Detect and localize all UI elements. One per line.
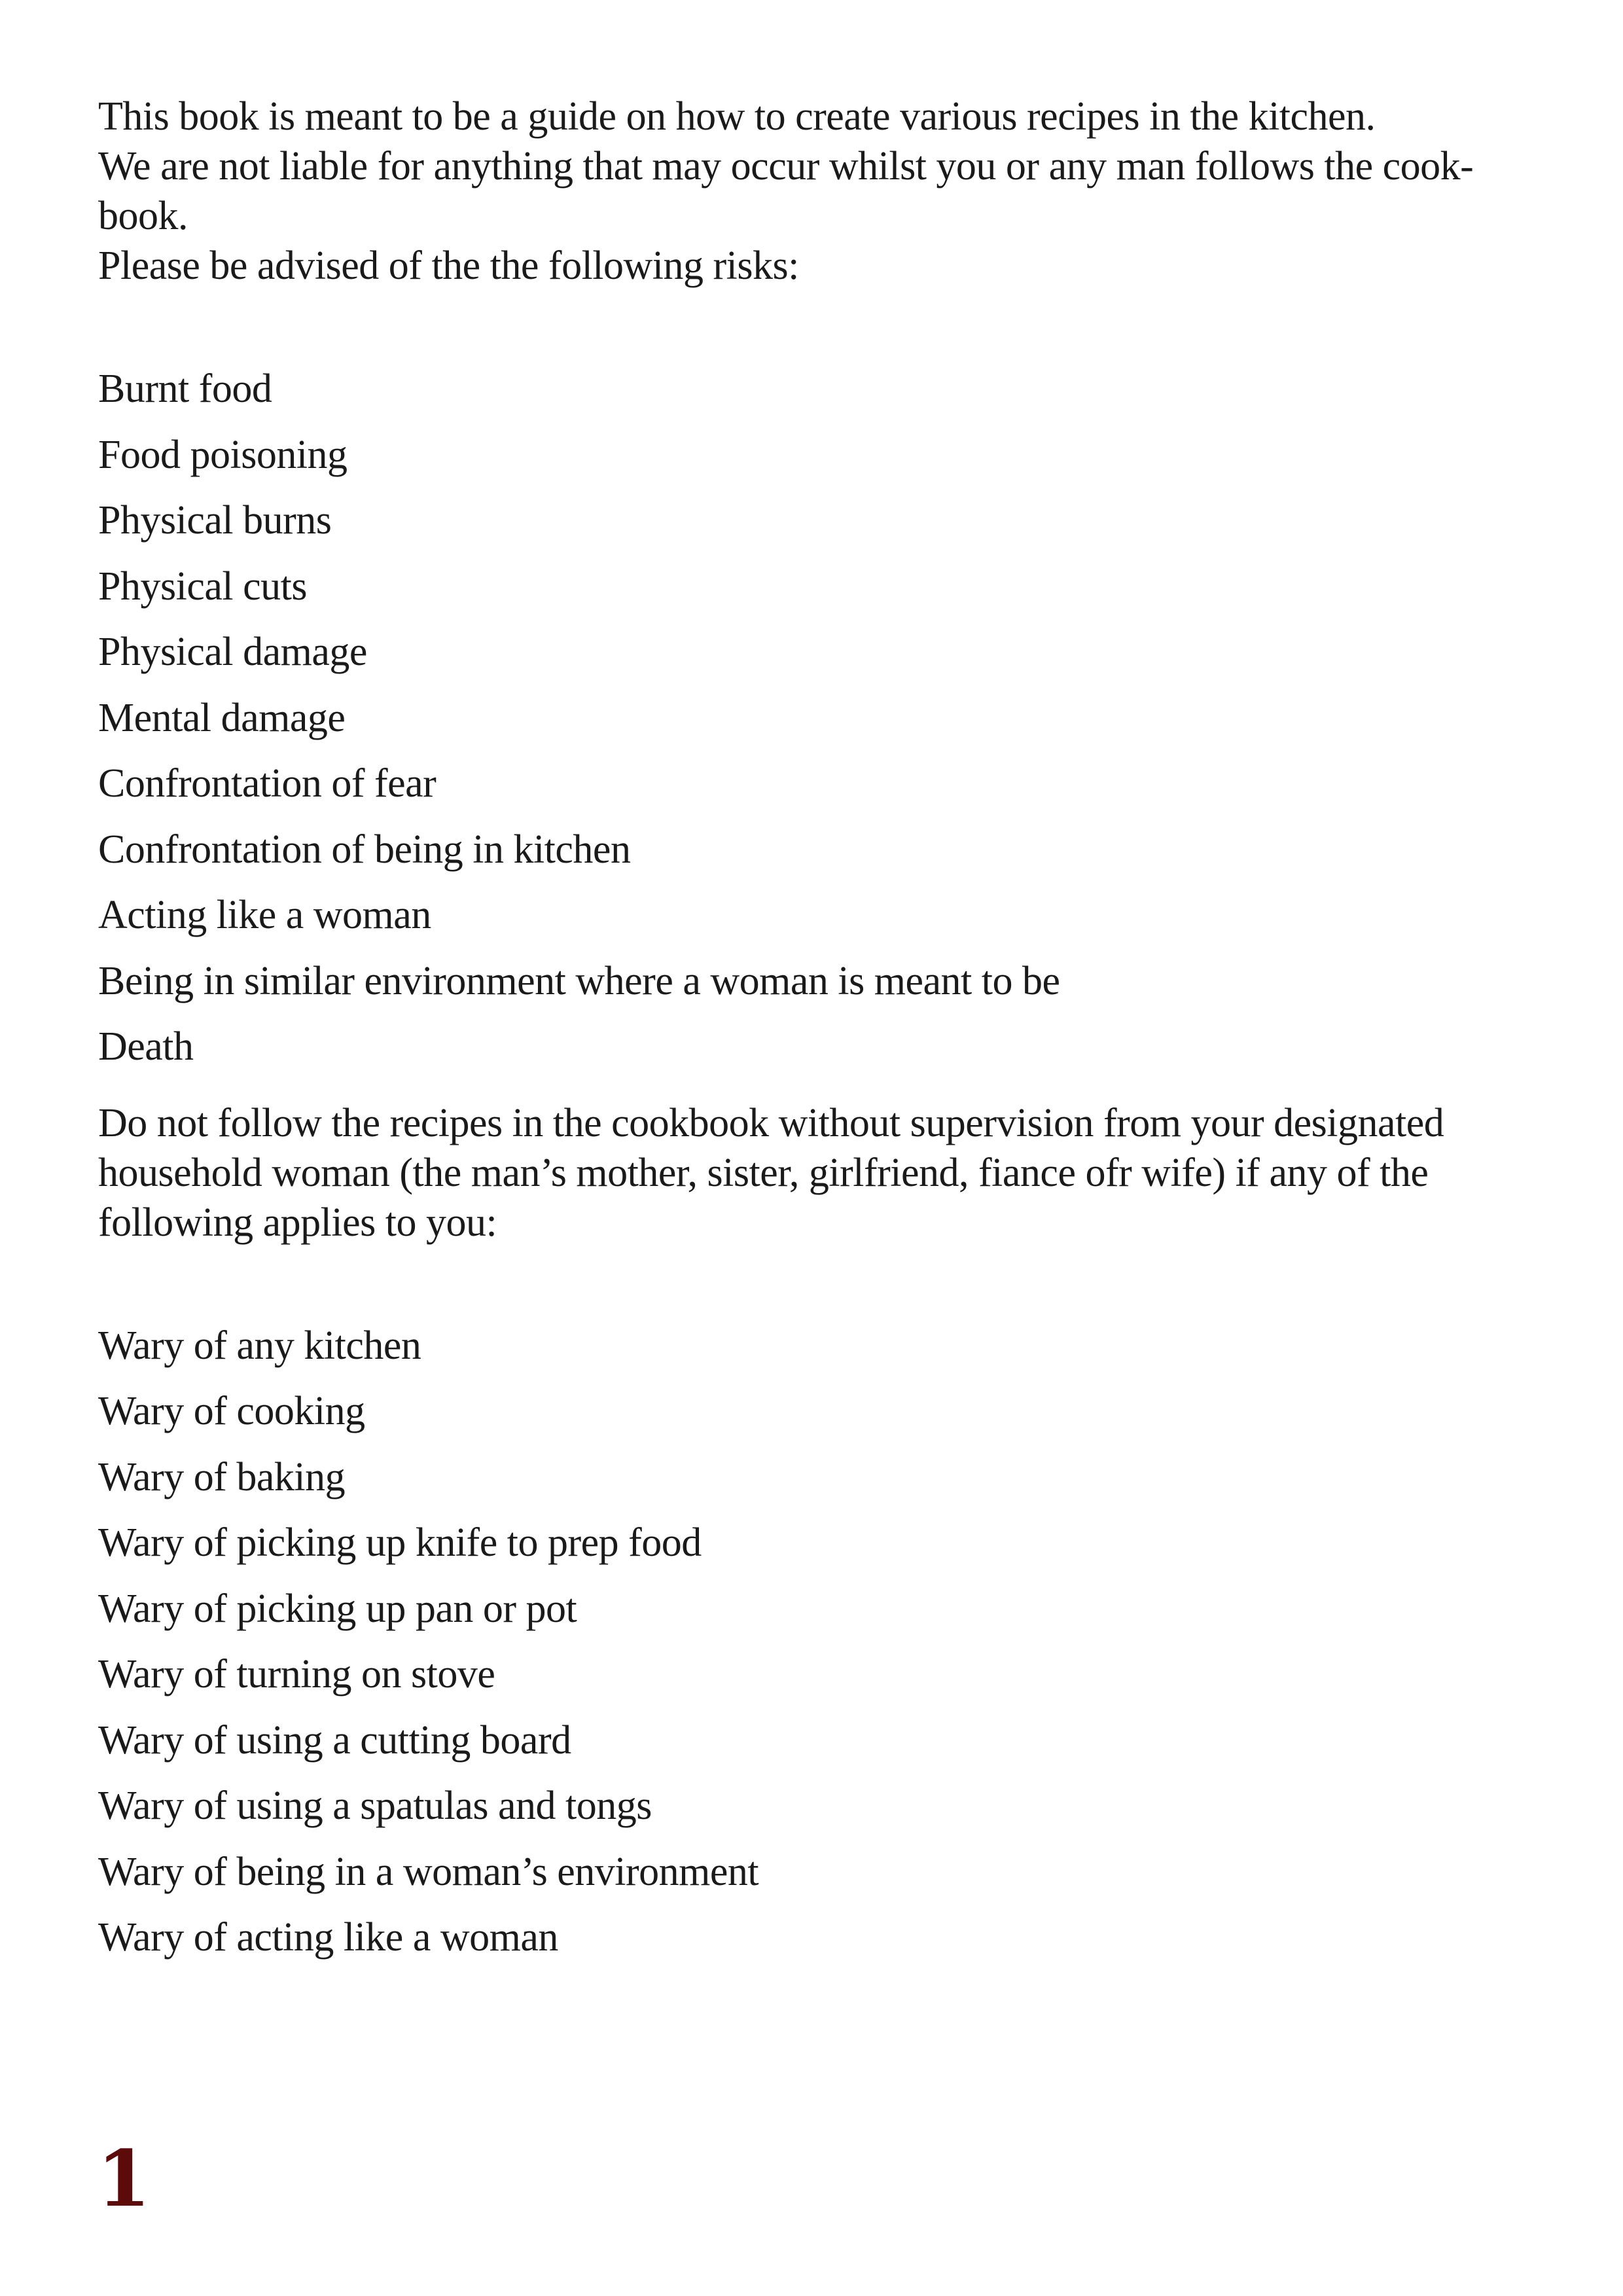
risk-item: Confrontation of fear <box>98 761 437 806</box>
risk-list <box>98 356 1538 1080</box>
page-number: 1 <box>97 2133 151 2224</box>
wary-item: Wary of acting like a woman <box>98 1915 558 1960</box>
risk-item: Acting like a woman <box>98 893 431 937</box>
wary-item: Wary of cooking <box>98 1389 365 1433</box>
wary-item: Wary of using a spatulas and tongs <box>98 1784 652 1828</box>
wary-item: Wary of baking <box>98 1454 346 1499</box>
risk-item: Being in similar environment where a woman is meant to be <box>98 958 1060 1003</box>
risk-item: Physical damage <box>98 630 367 674</box>
risk-item: Death <box>98 1024 194 1069</box>
wary-list <box>98 1313 1538 1971</box>
risk-item: Confrontation of being in kitchen <box>98 827 631 872</box>
risk-item: Burnt food <box>98 367 272 411</box>
intro-line-1: This book is meant to be a guide on how to create various recipes in the kitchen. <box>98 94 1376 139</box>
risk-item: Physical cuts <box>98 564 307 609</box>
wary-item: Wary of using a cutting board <box>98 1717 571 1763</box>
wary-item: Wary of picking up pan or pot <box>98 1586 577 1631</box>
wary-item: Wary of turning on stove <box>98 1652 495 1696</box>
page-content <box>98 92 1538 1971</box>
risk-item: Mental damage <box>98 695 346 740</box>
wary-item: Wary of picking up knife to prep food <box>98 1520 702 1565</box>
intro-line-2: We are not liable for anything that may occur whilst you or any man follows the cook-book. <box>98 144 1474 238</box>
risk-item: Food poisoning <box>98 432 348 477</box>
wary-item: Wary of any kitchen <box>98 1323 421 1368</box>
warning-text: Do not follow the recipes in the cookbook without supervision from your designated household woman (the man’s mother, sister, girlfriend, fiance ofr wife) if any of the following applies to you: <box>98 1100 1444 1245</box>
wary-item: Wary of being in a woman’s environment <box>98 1849 759 1894</box>
disclaimer-intro <box>98 92 1538 291</box>
intro-line-3: Please be advised of the the following risks: <box>98 243 799 288</box>
risk-item: Physical burns <box>98 498 332 543</box>
supervision-warning <box>98 1098 1538 1247</box>
